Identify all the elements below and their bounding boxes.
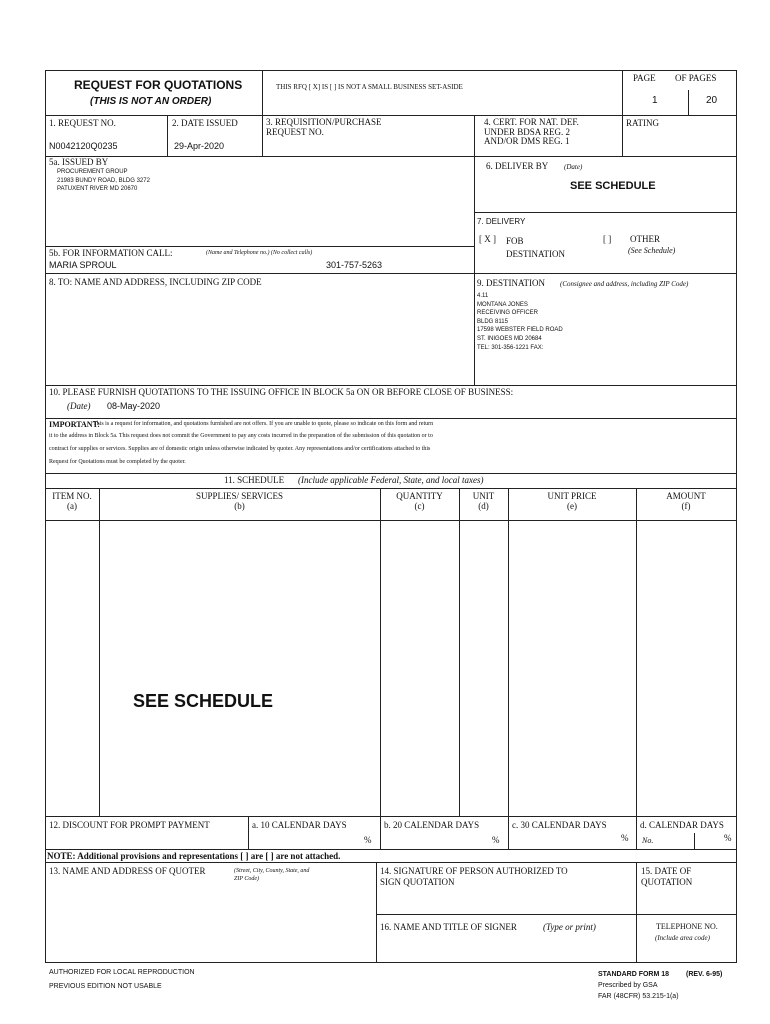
col-quantity: QUANTITY (c)	[396, 491, 443, 511]
other-checkbox[interactable]: [ ]	[603, 234, 612, 244]
info-call-phone: 301-757-5263	[326, 260, 383, 270]
footer-authorized: AUTHORIZED FOR LOCAL REPRODUCTION	[49, 969, 195, 976]
info-call-hint: (Name and Telephone no.) (No collect calls)	[206, 250, 313, 256]
footer-prescribed: Prescribed by GSA	[598, 982, 658, 989]
deliver-by-date-hint: (Date)	[564, 163, 583, 171]
total-pages: 20	[706, 95, 718, 106]
info-call-label: 5b. FOR INFORMATION CALL:	[49, 248, 173, 258]
discount-30-days: c. 30 CALENDAR DAYS	[512, 820, 607, 830]
footer-previous-edition: PREVIOUS EDITION NOT USABLE	[49, 983, 162, 990]
discount-10-days: a. 10 CALENDAR DAYS	[252, 820, 347, 830]
footer-revision: (REV. 6-95)	[686, 971, 723, 978]
deliver-by-value: SEE SCHEDULE	[570, 180, 656, 192]
important-line-2: it to the address in Block 5a. This request does not commit the Government to pay any costs incurred in the preparation of the submission of this quotation or to	[49, 433, 433, 439]
discount-label: 12. DISCOUNT FOR PROMPT PAYMENT	[49, 820, 210, 830]
destination-label: 9. DESTINATION	[477, 278, 545, 288]
delivery-label: 7. DELIVERY	[477, 217, 526, 226]
page-number: 1	[652, 95, 658, 106]
discount-no-label: No.	[642, 836, 654, 845]
discount-20-percent: %	[492, 835, 500, 845]
signature-label: 14. SIGNATURE OF PERSON AUTHORIZED TO SIGN QUOTATION	[380, 866, 568, 887]
important-line-1: This is a request for information, and quotations furnished are not offers. If you are unable to quote, please so indicate on this form and return	[93, 421, 434, 427]
destination-address: 4.11 MONTANA JONES RECEIVING OFFICER BLDG 8115 17598 WEBSTER FIELD ROAD ST. INIGOES MD 20684 TEL: 301-356-1221 FAX:	[477, 293, 563, 351]
fob-checkbox[interactable]: [ X ]	[479, 234, 496, 244]
info-call-name: MARIA SPROUL	[49, 260, 117, 270]
furnish-quotations-label: 10. PLEASE FURNISH QUOTATIONS TO THE ISSUING OFFICE IN BLOCK 5a ON OR BEFORE CLOSE OF BUSINESS:	[49, 387, 514, 397]
issued-by-address: PROCUREMENT GROUP 21983 BUNDY ROAD, BLDG 3272 PATUXENT RIVER MD 20670	[57, 169, 150, 192]
footer-far: FAR (48CFR) 53.215-1(a)	[598, 993, 679, 1000]
issued-by-label: 5a. ISSUED BY	[49, 157, 109, 167]
discount-30-percent: %	[621, 833, 629, 843]
discount-10-percent: %	[364, 835, 372, 845]
discount-d-percent: %	[724, 833, 732, 843]
col-unit: UNIT (d)	[472, 491, 495, 511]
close-date-hint: (Date)	[67, 401, 91, 411]
fob-destination: DESTINATION	[506, 249, 565, 259]
col-item-no: ITEM NO. (a)	[52, 491, 92, 511]
other-hint: (See Schedule)	[628, 246, 676, 255]
col-unit-price: UNIT PRICE (e)	[547, 491, 597, 511]
deliver-by-label: 6. DELIVER BY	[486, 161, 549, 171]
of-pages-label: OF PAGES	[675, 73, 717, 83]
destination-hint: (Consignee and address, including ZIP Code)	[560, 280, 689, 288]
quoter-address-hint: (Street, City, County, State, and ZIP Code)	[234, 868, 310, 882]
request-no-value: N0042120Q0235	[49, 141, 118, 151]
page-label: PAGE	[633, 73, 656, 83]
footer-standard-form: STANDARD FORM 18	[598, 971, 670, 978]
col-supplies-services: SUPPLIES/ SERVICES (b)	[195, 491, 284, 511]
schedule-body-text: SEE SCHEDULE	[133, 691, 274, 711]
schedule-label: 11. SCHEDULE	[224, 475, 285, 485]
fob-label: FOB	[506, 236, 524, 246]
form-title: REQUEST FOR QUOTATIONS	[74, 78, 243, 92]
schedule-hint: (Include applicable Federal, State, and local taxes)	[298, 475, 484, 485]
signer-name-title-label: 16. NAME AND TITLE OF SIGNER	[380, 922, 517, 932]
date-issued-value: 29-Apr-2020	[174, 141, 225, 151]
request-no-label: 1. REQUEST NO.	[49, 118, 116, 128]
to-name-address-label: 8. TO: NAME AND ADDRESS, INCLUDING ZIP CODE	[49, 277, 262, 287]
quoter-name-address-label: 13. NAME AND ADDRESS OF QUOTER	[49, 866, 206, 876]
date-issued-label: 2. DATE ISSUED	[172, 118, 238, 128]
close-date-value: 08-May-2020	[107, 401, 161, 411]
col-amount: AMOUNT (f)	[666, 491, 706, 511]
important-label: IMPORTANT:	[49, 420, 100, 429]
important-line-3: contract for supplies or services. Supplies are of domestic origin unless otherwise indicated by quoter. Any representations and/or certifications attached to this	[49, 446, 431, 452]
discount-20-days: b. 20 CALENDAR DAYS	[384, 820, 480, 830]
form-subtitle: (THIS IS NOT AN ORDER)	[90, 96, 212, 107]
requisition-label: 3. REQUISITION/PURCHASE REQUEST NO.	[266, 117, 382, 137]
discount-calendar-days: d. CALENDAR DAYS	[640, 820, 724, 830]
quotation-date-label: 15. DATE OF QUOTATION	[641, 866, 693, 887]
small-business-set-aside: THIS RFQ [ X] IS [ ] IS NOT A SMALL BUSINESS SET-ASIDE	[276, 83, 463, 91]
important-line-4: Request for Quotations must be completed by the quoter.	[49, 459, 186, 465]
rating-label: RATING	[626, 118, 659, 128]
telephone-label: TELEPHONE NO.	[656, 922, 718, 931]
additional-provisions-note: NOTE: Additional provisions and representations [ ] are [ ] are not attached.	[47, 851, 341, 861]
cert-nat-def-label: 4. CERT. FOR NAT. DEF. UNDER BDSA REG. 2 AND/OR DMS REG. 1	[484, 117, 579, 146]
telephone-hint: (Include area code)	[655, 934, 710, 942]
other-label: OTHER	[630, 234, 660, 244]
signer-name-title-hint: (Type or print)	[543, 922, 596, 932]
